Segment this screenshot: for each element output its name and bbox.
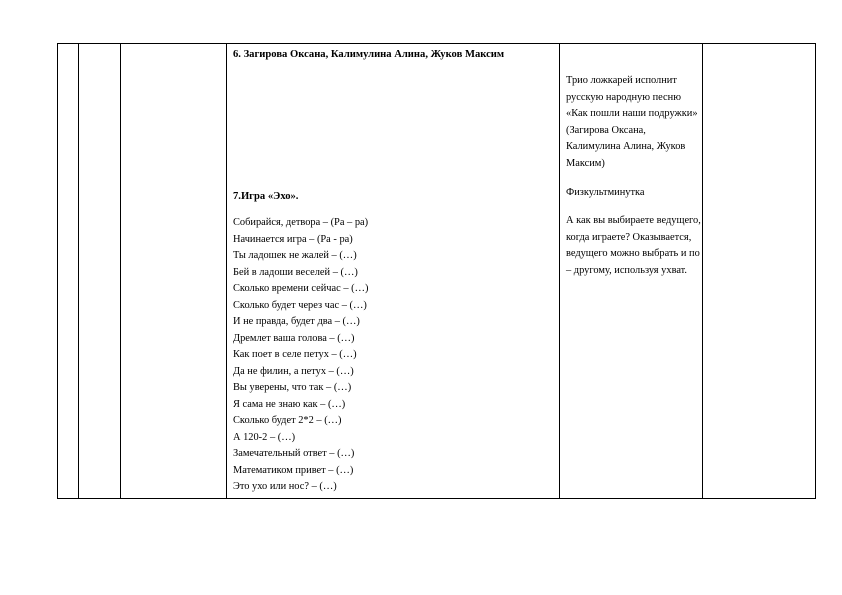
- table-cell-empty-3: [121, 44, 227, 499]
- verse-line: Замечательный ответ – (…): [233, 448, 355, 459]
- lesson-content-cell: [227, 44, 560, 499]
- table-cell-empty-6: [703, 44, 816, 499]
- trio-note: Трио ложкарей исполнит русскую народную песню «Как пошли наши подружки» (Загирова Оксана, Калимулина Алина, Жуков Максим): [566, 75, 698, 169]
- leader-note: А как вы выбираете ведущего, когда играете? Оказывается, ведущего можно выбрать и по – другому, используя ухват.: [566, 215, 701, 276]
- notes-cell: [560, 44, 703, 499]
- verse-line: Ты ладошек не жалей – (…): [233, 250, 357, 261]
- verse-line: Математиком привет – (…): [233, 464, 354, 476]
- spacer: [233, 61, 559, 186]
- section-7-title: 7.Игра «Эхо».: [233, 191, 299, 202]
- section-6-title: 6. Загирова Оксана, Калимулина Алина, Жуков Максим: [233, 49, 505, 60]
- table-cell-empty-1: [58, 44, 79, 499]
- verse-line: И не правда, будет два – (…): [233, 316, 360, 327]
- verse-line: Сколько будет через час – (…): [233, 299, 367, 311]
- verse-line: Сколько будет 2*2 – (…): [233, 415, 342, 426]
- table-row: [58, 44, 816, 499]
- verse-line: Вы уверены, что так – (…): [233, 382, 352, 393]
- echo-game-verse: [233, 215, 559, 496]
- verse-line: Сколько времени сейчас – (…): [233, 283, 369, 294]
- verse-line: Как поет в селе петух – (…): [233, 349, 357, 360]
- verse-line: Да не филин, а петух – (…): [233, 365, 354, 377]
- fizminutka-note: Физкультминутка: [566, 186, 645, 198]
- table-cell-empty-2: [79, 44, 121, 499]
- verse-line: Начинается игра – (Ра - ра): [233, 233, 353, 245]
- verse-line: Это ухо или нос? – (…): [233, 481, 337, 492]
- lesson-plan-table: [57, 43, 816, 499]
- verse-line: Дремлет ваша голова – (…): [233, 332, 355, 344]
- verse-line: Собирайся, детвора – (Ра – ра): [233, 217, 369, 228]
- verse-line: Бей в ладоши веселей – (…): [233, 266, 358, 278]
- verse-line: А 120-2 – (…): [233, 431, 296, 443]
- verse-line: Я сама не знаю как – (…): [233, 398, 346, 410]
